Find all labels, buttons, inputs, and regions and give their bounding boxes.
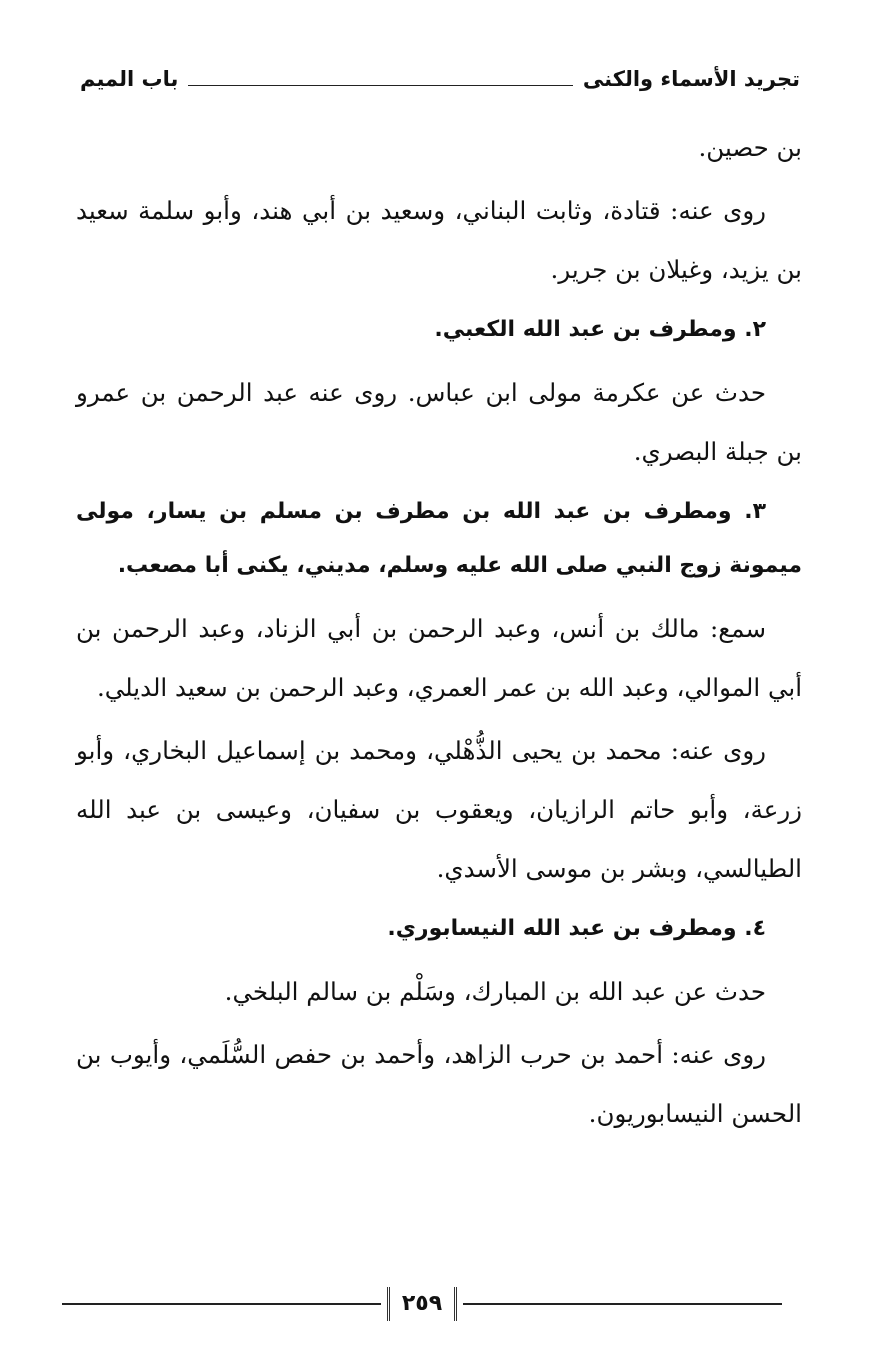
paragraph: روى عنه: محمد بن يحيى الذُّهْلي، ومحمد بن إسماعيل البخاري، وأبو زرعة، وأبو حاتم الرازيان، ويعقوب بن سفيان، وعيسى بن عبد الله الطيالسي، وبشر بن موسى الأسدي. (76, 736, 802, 883)
header-rule (188, 85, 573, 86)
paragraph: سمع: مالك بن أنس، وعبد الرحمن بن أبي الزناد، وعبد الرحمن بن أبي الموالي، وعبد الله بن عمر العمري، وعبد الرحمن بن سعيد الديلي. (76, 614, 802, 702)
page-footer (62, 1284, 782, 1324)
entry-heading: ٣. ومطرف بن عبد الله بن مطرف بن مسلم بن يسار، مولى ميمونة زوج النبي صلى الله عليه وسلم، مديني، يكنى أبا مصعب. (76, 499, 802, 578)
paragraph-narrators: روى عنه: قتادة، وثابت البناني، وسعيد بن أبي هند، وأبو سلمة سعيد بن يزيد، وغيلان بن جرير. (76, 196, 802, 284)
entry-heading: ٤. ومطرف بن عبد الله النيسابوري. (387, 916, 766, 941)
section-title: باب الميم (80, 67, 179, 91)
paragraph: روى عنه: أحمد بن حرب الزاهد، وأحمد بن حفص السُّلَمي، وأيوب بن الحسن النيسابوريون. (76, 1040, 802, 1128)
page-number: ٢٥٩ (387, 1287, 457, 1321)
footer-rule-right (463, 1303, 782, 1305)
running-header (80, 56, 800, 90)
paragraph-continuation: بن حصين. (698, 133, 802, 162)
paragraph: حدث عن عبد الله بن المبارك، وسَلْم بن سالم البلخي. (224, 977, 766, 1006)
book-title: تجريد الأسماء والكنى (582, 67, 800, 91)
paragraph: حدث عن عكرمة مولى ابن عباس. روى عنه عبد الرحمن بن عمرو بن جبلة البصري. (76, 378, 802, 466)
footer-rule-left (62, 1303, 381, 1305)
page-body (76, 118, 802, 1147)
entry-heading: ٢. ومطرف بن عبد الله الكعبي. (434, 317, 766, 342)
